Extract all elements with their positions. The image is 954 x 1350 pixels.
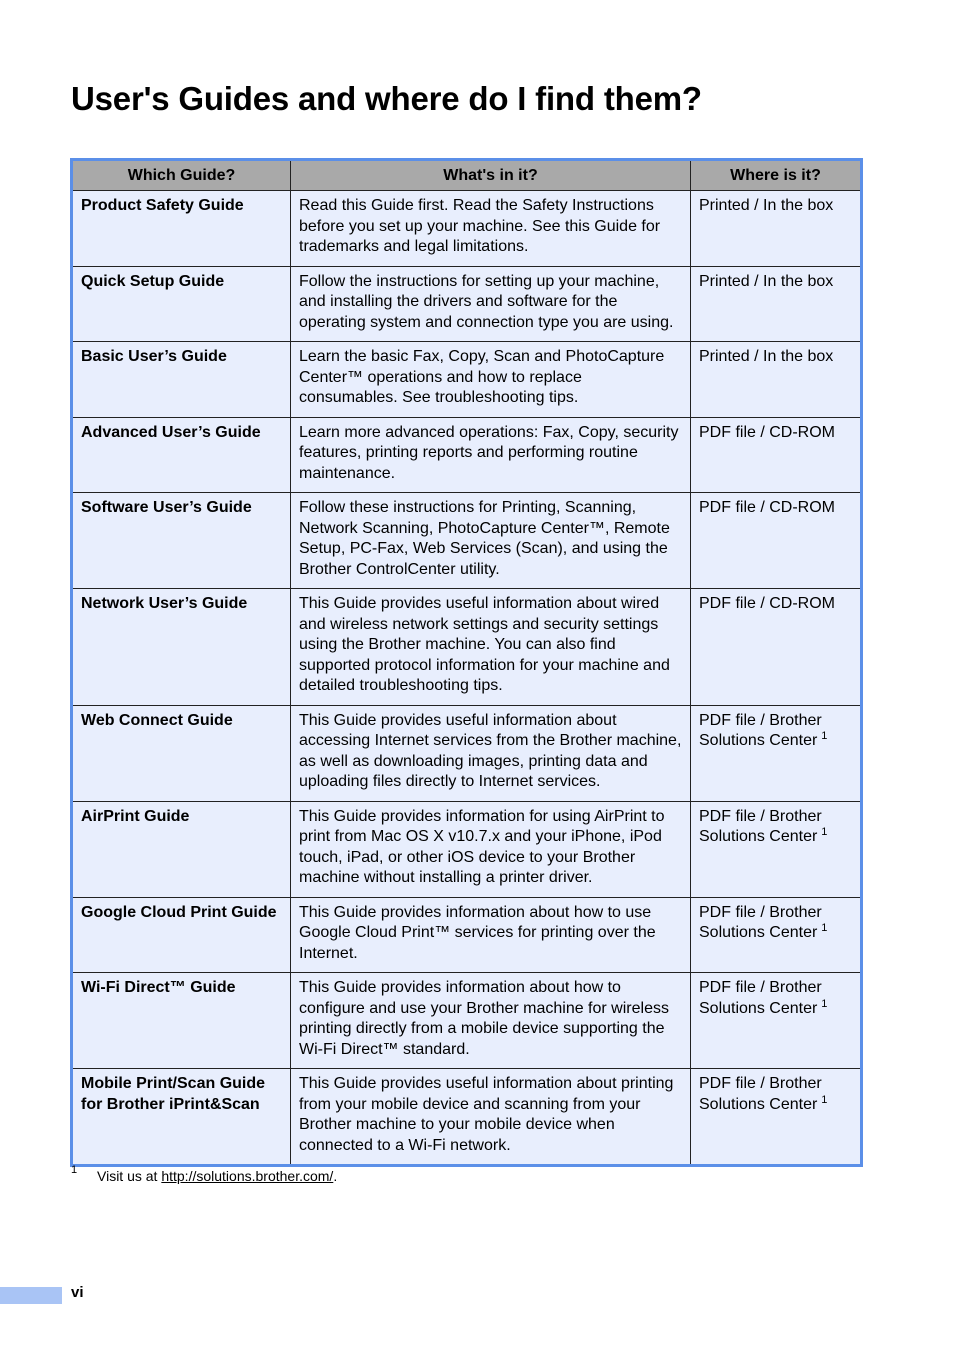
guide-contents-cell: This Guide provides information for using AirPrint to print from Mac OS X v10.7.x and your iPhone, iPod touch, iPad, or other iOS device to your Brother machine without installing a printer driver.	[291, 801, 691, 897]
page-title: User's Guides and where do I find them?	[71, 80, 702, 117]
guide-contents-cell: This Guide provides useful information about wired and wireless network settings and security settings using the Brother machine. You can also find supported protocol information for your machine and detailed troubleshooting tips.	[291, 589, 691, 706]
guide-location-cell	[691, 973, 862, 1069]
guide-location-cell	[691, 342, 862, 418]
guide-location-text: PDF file / CD-ROM	[699, 595, 835, 612]
guide-location-cell	[691, 801, 862, 897]
guide-location-text: PDF file / Brother Solutions Center	[699, 807, 822, 845]
solutions-link[interactable]: http://solutions.brother.com/	[161, 1168, 334, 1184]
header-where-is-it: Where is it?	[691, 160, 862, 191]
footnote-ref: 1	[821, 922, 828, 934]
guide-location-text: PDF file / Brother Solutions Center	[699, 1075, 822, 1113]
guide-contents-cell: This Guide provides information about how to use Google Cloud Print™ services for printing over the Internet.	[291, 897, 691, 973]
table-row	[72, 705, 862, 801]
footnote-ref: 1	[821, 1093, 828, 1106]
table-row	[72, 493, 862, 589]
guide-location-cell	[691, 589, 862, 706]
header-which-guide: Which Guide?	[72, 160, 291, 191]
table-row	[72, 897, 862, 973]
page-tab-marker	[0, 1287, 62, 1304]
guides-table	[70, 158, 863, 1167]
guide-contents-cell: Learn more advanced operations: Fax, Copy, security features, printing reports and performing routine maintenance.	[291, 417, 691, 493]
guide-name-cell: Mobile Print/Scan Guide for Brother iPrint&Scan	[72, 1069, 291, 1166]
table-row	[72, 1069, 862, 1166]
guide-name-cell: Wi-Fi Direct™ Guide	[72, 973, 291, 1069]
guide-location-cell	[691, 266, 862, 342]
guide-location-cell	[691, 493, 862, 589]
guide-name-cell: Advanced User’s Guide	[72, 417, 291, 493]
table-row	[72, 801, 862, 897]
guide-contents-cell: This Guide provides useful information about accessing Internet services from the Brother machine, as well as downloading images, printing data and uploading files directly to Internet services.	[291, 705, 691, 801]
guide-contents-cell: Follow these instructions for Printing, Scanning, Network Scanning, PhotoCapture Center™, Remote Setup, PC-Fax, Web Services (Scan), and using the Brother ControlCenter utility.	[291, 493, 691, 589]
guide-name-cell: Quick Setup Guide	[72, 266, 291, 342]
guide-location-cell	[691, 417, 862, 493]
guide-contents-cell: This Guide provides useful information about printing from your mobile device and scanning from your Brother machine to your mobile device when connected to a Wi-Fi network.	[291, 1069, 691, 1166]
guide-name-cell: Product Safety Guide	[72, 191, 291, 267]
guide-location-text: PDF file / CD-ROM	[699, 499, 835, 516]
table-row	[72, 417, 862, 493]
guide-name-cell: AirPrint Guide	[72, 801, 291, 897]
page-number: vi	[71, 1284, 84, 1301]
guide-name-cell: Google Cloud Print Guide	[72, 897, 291, 973]
guide-contents-cell: Learn the basic Fax, Copy, Scan and PhotoCapture Center™ operations and how to replace consumables. See troubleshooting tips.	[291, 342, 691, 418]
footnote-ref: 1	[821, 826, 828, 838]
guide-location-text: Printed / In the box	[699, 272, 834, 290]
guide-name-cell: Network User’s Guide	[72, 589, 291, 706]
guide-contents-cell: Follow the instructions for setting up your machine, and installing the drivers and software for the operating system and connection type you are using.	[291, 266, 691, 342]
table-row	[72, 191, 862, 267]
header-whats-in-it: What's in it?	[291, 160, 691, 191]
guide-name-cell: Software User’s Guide	[72, 493, 291, 589]
footnote-ref: 1	[821, 997, 828, 1010]
table-row	[72, 342, 862, 418]
guide-contents-cell: Read this Guide first. Read the Safety Instructions before you set up your machine. See this Guide for trademarks and legal limitations.	[291, 191, 691, 267]
guide-location-text: Printed / In the box	[699, 197, 834, 214]
guide-location-cell	[691, 1069, 862, 1166]
guide-name-cell: Web Connect Guide	[72, 705, 291, 801]
guide-location-text: PDF file / CD-ROM	[699, 423, 835, 441]
guide-contents-cell: This Guide provides information about how to configure and use your Brother machine for wireless printing directly from a mobile device supporting the Wi-Fi Direct™ standard.	[291, 973, 691, 1069]
footnote-text	[97, 1168, 337, 1184]
footnote-prefix: Visit us at	[97, 1168, 162, 1184]
guide-name-cell: Basic User’s Guide	[72, 342, 291, 418]
guide-location-text: PDF file / Brother Solutions Center	[699, 711, 822, 749]
table-row	[72, 589, 862, 706]
guide-location-text: Printed / In the box	[699, 348, 834, 365]
table-header-row	[72, 160, 862, 191]
guide-location-cell	[691, 897, 862, 973]
table-row	[72, 266, 862, 342]
guide-location-text: PDF file / Brother Solutions Center	[699, 979, 822, 1017]
guide-location-cell	[691, 191, 862, 267]
guide-location-cell	[691, 705, 862, 801]
guide-location-text: PDF file / Brother Solutions Center	[699, 903, 822, 941]
footnote-suffix: .	[333, 1168, 338, 1184]
table-row	[72, 973, 862, 1069]
footnote-number: 1	[71, 1164, 78, 1176]
footnote-ref: 1	[821, 730, 828, 742]
